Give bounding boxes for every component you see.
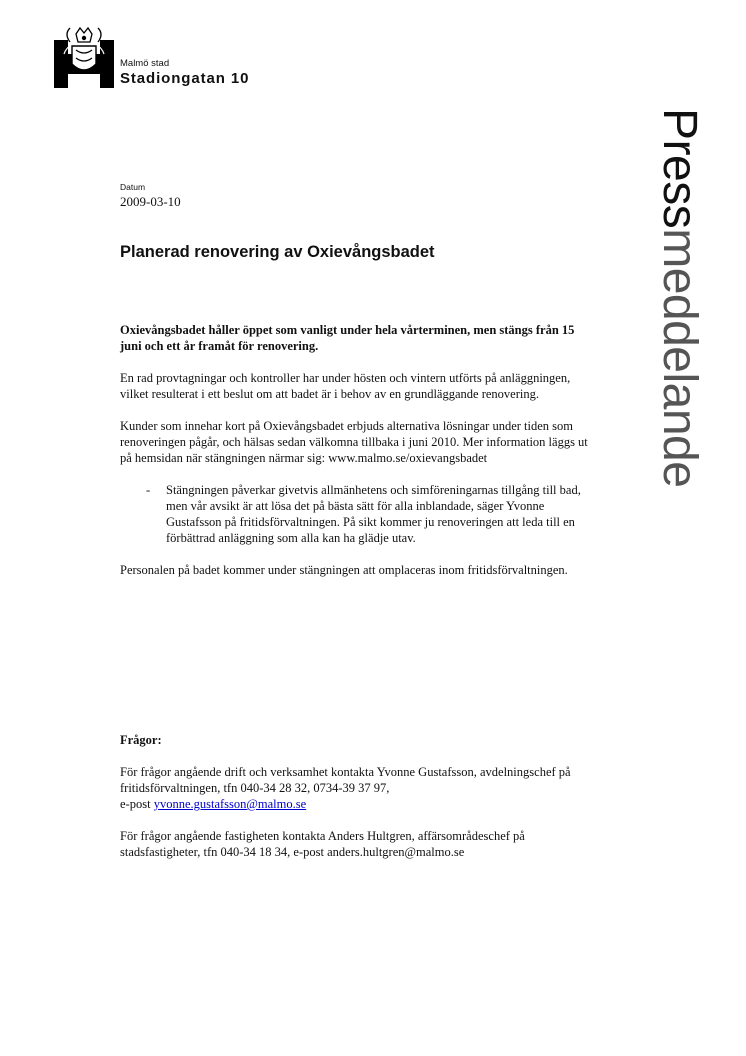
date-value: 2009-03-10 xyxy=(120,194,181,209)
contact-1-text: För frågor angående drift och verksamhet kontakta Yvonne Gustafsson, avdelningschef på fritidsförvaltningen, tfn 040-34 28 32, 0734-39 37 97, xyxy=(120,765,571,795)
contact-1-email-prefix: e-post xyxy=(120,797,154,811)
date-label: Datum xyxy=(120,182,146,192)
organization-name: Malmö stad xyxy=(120,58,170,69)
press-release-label-part2: meddelande xyxy=(653,228,706,488)
quote-block xyxy=(120,482,590,546)
organization-address: Stadiongatan 10 xyxy=(120,70,250,87)
malmo-stad-logo-icon xyxy=(52,24,116,88)
contact-1-email-link[interactable]: yvonne.gustafsson@malmo.se xyxy=(153,797,307,811)
questions-section xyxy=(120,732,590,876)
press-release-label-part1: Press xyxy=(653,108,706,229)
article-body xyxy=(120,322,590,594)
questions-heading: Frågor: xyxy=(120,733,162,747)
body-paragraph-2: Kunder som innehar kort på Oxievångsbadet erbjuds alternativa lösningar under tiden som renoveringen pågår, och hälsas sedan välkomna tillbaka i juni 2010. Mer information läggs ut på hemsidan när stängningen närmar sig: www.malmo.se/oxievangsbadet xyxy=(120,419,588,465)
contact-2: För frågor angående fastigheten kontakta Anders Hultgren, affärsområdeschef på stadsfastigheter, tfn 040-34 18 34, e-post anders.hultgren@malmo.se xyxy=(120,829,525,859)
body-paragraph-3: Personalen på badet kommer under stängningen att omplaceras inom fritidsförvaltningen. xyxy=(120,563,568,577)
press-release-label xyxy=(653,108,706,488)
lead-paragraph: Oxievångsbadet håller öppet som vanligt under hela vårterminen, men stängs från 15 juni och ett år framåt för renovering. xyxy=(120,323,575,353)
quote-text: Stängningen påverkar givetvis allmänhetens och simföreningarnas tillgång till bad, men vår avsikt är att lösa det på bästa sätt för alla inblandade, säger Yvonne Gustafsson på fritidsförvaltningen. På sikt kommer ju renoveringen att leda till en förbättrad anläggning som alla kan ha glädje utav. xyxy=(166,483,581,545)
body-paragraph-1: En rad provtagningar och kontroller har under hösten och vintern utförts på anläggningen, vilket resulterat i ett beslut om att badet är i behov av en grundläggande renovering. xyxy=(120,371,571,401)
page-title: Planerad renovering av Oxievångsbadet xyxy=(120,243,435,261)
contact-1 xyxy=(120,764,590,812)
quote-dash: - xyxy=(146,483,151,497)
